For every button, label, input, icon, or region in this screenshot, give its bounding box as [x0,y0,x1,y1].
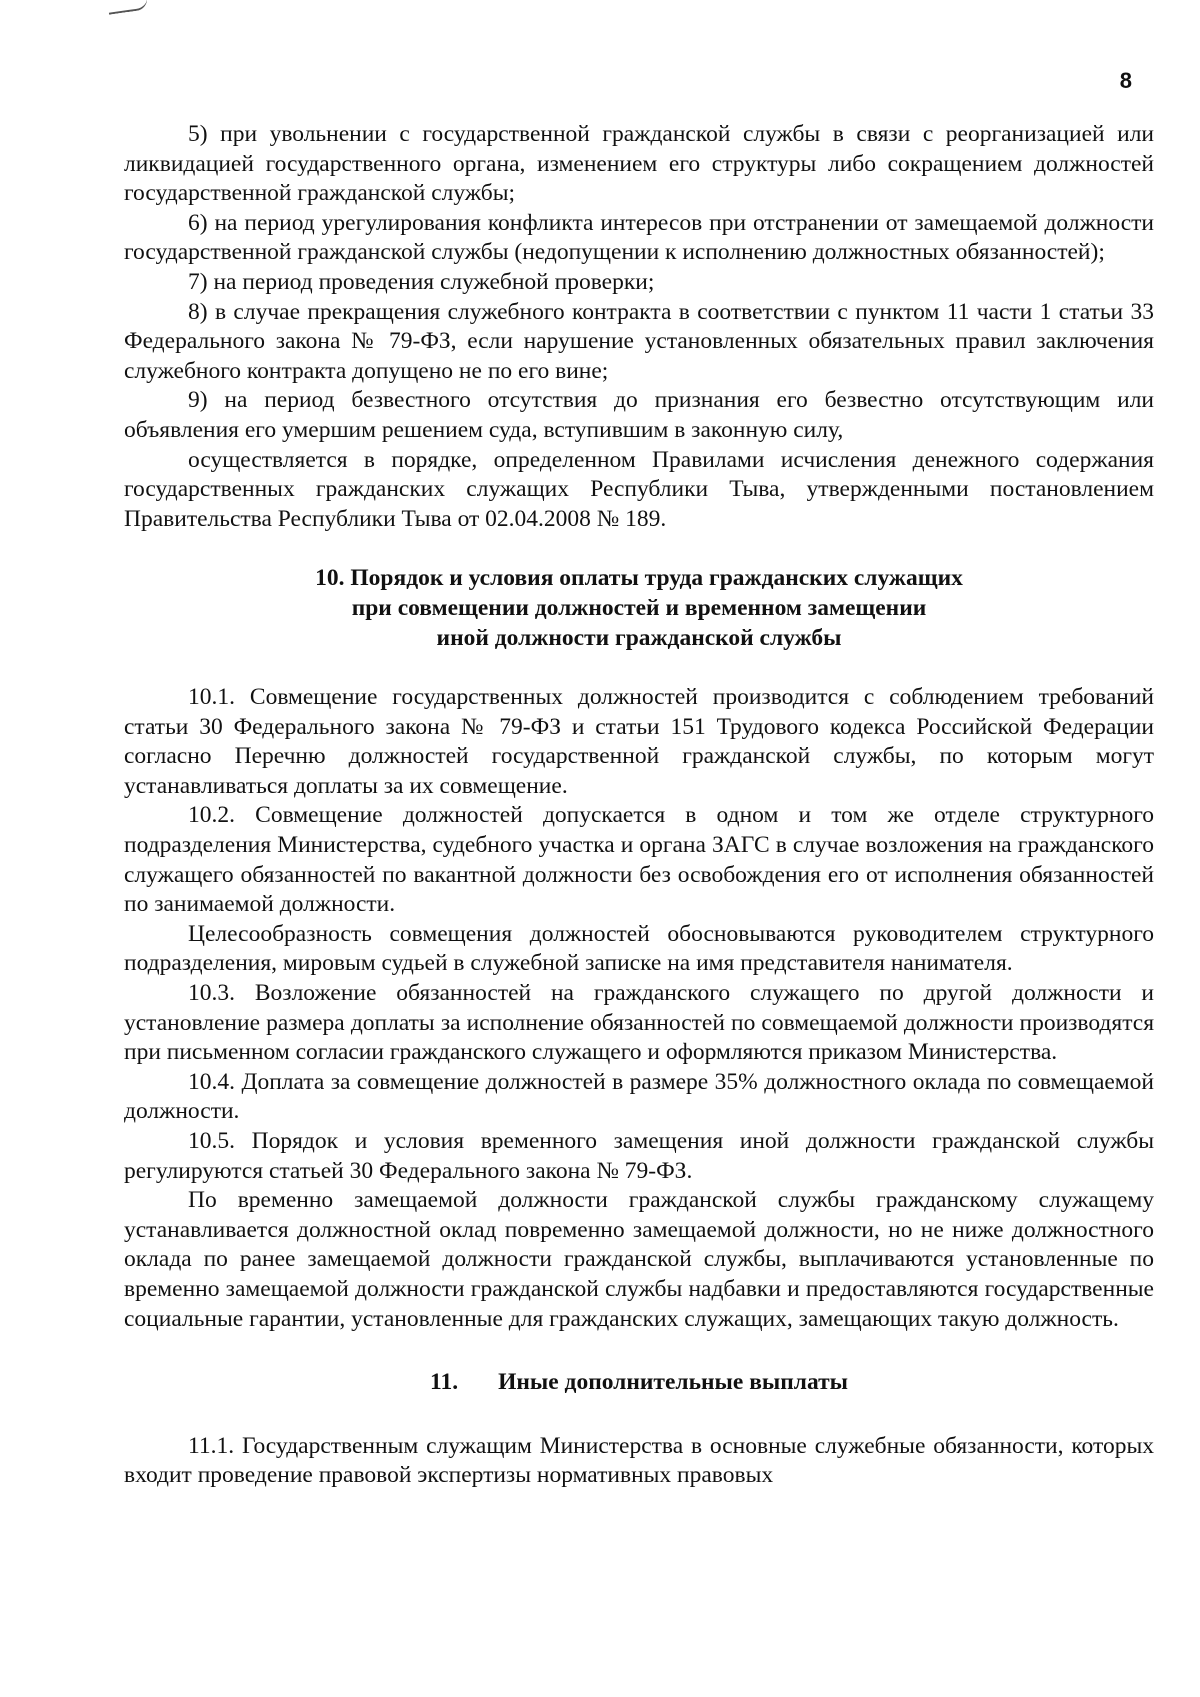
paragraph-10-1: 10.1. Совмещение государственных должностей производится с соблюдением требований статьи 30 Федерального закона № 79-ФЗ и статьи 151 Трудового кодекса Российской Федерации согласно Перечню должностей государственной гражданской службы, по которым могут устанавливаться доплаты за их совмещение. [124,684,1154,799]
document-body [124,120,1154,1491]
paragraph-10-4: 10.4. Доплата за совмещение должностей в размере 35% должностного оклада по совмещаемой должности. [124,1068,1154,1125]
paragraph-item-5: 5) при увольнении с государственной гражданской службы в связи с реорганизацией или ликвидацией государственного органа, изменением его структуры либо сокращением должностей государственной гражданской службы; [124,121,1154,207]
section-10-heading [124,564,1154,653]
paragraph-10-2-justification: Целесообразность совмещения должностей обосновываются руководителем структурного подразделения, мировым судьей в служебной записке на имя представителя нанимателя. [124,920,1154,977]
section-11-heading [124,1368,1154,1398]
paragraph-11-1: 11.1. Государственным служащим Министерства в основные служебные обязанности, которых входит проведение правовой экспертизы нормативных правовых [124,1432,1154,1489]
paragraph-10-3: 10.3. Возложение обязанностей на гражданского служащего по другой должности и установление размера доплаты за исполнение обязанностей по совмещаемой должности производятся при письменном согласии гражданского служащего и оформляются приказом Министерства. [124,980,1154,1066]
paragraph-item-8: 8) в случае прекращения служебного контракта в соответствии с пунктом 11 части 1 статьи 33 Федерального закона № 79-ФЗ, если нарушение установленных обязательных правил заключения служебного контракта допущено не по его вине; [124,298,1154,384]
section-10-title-line-2: при совмещении должностей и временном замещении [351,594,927,621]
paragraph-item-6: 6) на период урегулирования конфликта интересов при отстранении от замещаемой должности государственной гражданской службы (недопущении к исполнению должностных обязанностей); [124,209,1154,266]
section-10-title-line-1: 10. Порядок и условия оплаты труда гражданских служащих [315,565,963,592]
paragraph-item-9: 9) на период безвестного отсутствия до признания его безвестно отсутствующим или объявления его умершим решением суда, вступившим в законную силу, [124,387,1154,443]
section-10-title-line-3: иной должности гражданской службы [436,624,842,651]
scan-artifact [107,0,148,15]
paragraph-item-7: 7) на период проведения служебной проверки; [188,268,655,295]
paragraph-10-2: 10.2. Совмещение должностей допускается в одном и том же отделе структурного подразделения Министерства, судебного участка и органа ЗАГС в случае возложения на гражданского служащего обязанностей по вакантной должности без освобождения его от исполнения обязанностей по занимаемой должности. [124,802,1154,918]
paragraph-conclusion: осуществляется в порядке, определенном Правилами исчисления денежного содержания государственных гражданских служащих Республики Тыва, утвержденными постановлением Правительства Республики Тыва от 02.04.2008 № 189. [124,446,1154,532]
section-11-number: 11. [429,1369,459,1396]
paragraph-10-5: 10.5. Порядок и условия временного замещения иной должности гражданской службы регулируются статьей 30 Федерального закона № 79-ФЗ. [124,1128,1154,1184]
section-11-title: Иные дополнительные выплаты [498,1369,849,1396]
paragraph-10-5-temporary: По временно замещаемой должности гражданской службы гражданскому служащему устанавливается должностной оклад повременно замещаемой должности, но не ниже должностного оклада по ранее замещаемой должности гражданской службы, выплачиваются установленные по временно замещаемой должности гражданской службы надбавки и предоставляются государственные социальные гарантии, установленные для гражданских служащих, замещающих такую должность. [124,1187,1154,1332]
page-number: 8 [1119,68,1132,93]
